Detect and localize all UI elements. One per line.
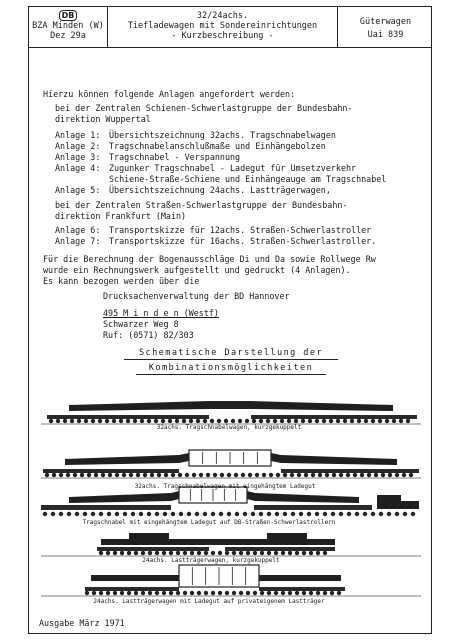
wagon-wheel <box>73 473 77 477</box>
caption-1: 32achs. Tragschnabelwagen, kurzgekuppelt <box>156 424 302 431</box>
wagon-bogie <box>85 587 179 591</box>
wagon-wheel <box>185 473 189 477</box>
wagon-wheel <box>183 551 187 555</box>
wagon-wheel <box>232 591 236 595</box>
wagon-wheel <box>162 551 166 555</box>
platform-support <box>267 533 307 539</box>
wagon-wheel <box>323 551 327 555</box>
wagon-wheel <box>203 419 207 423</box>
annex-text: Tragschnabel - Verspannung <box>109 152 241 162</box>
wagon-wheel <box>140 419 144 423</box>
wagon-wheel <box>275 512 279 516</box>
title-line-3: - Kurzbeschreibung - <box>171 31 274 41</box>
wagon-wheel <box>203 512 207 516</box>
wagon-wheel <box>196 419 200 423</box>
wagon-wheel <box>288 591 292 595</box>
wagon-wheel <box>206 473 210 477</box>
wagon-wheel <box>157 473 161 477</box>
wagon-wheel <box>315 512 319 516</box>
wagon-wheel <box>190 551 194 555</box>
wagon-wheel <box>51 512 55 516</box>
carrier-beam <box>69 491 179 503</box>
wagon-wheel <box>291 512 295 516</box>
wagon-wheel <box>163 512 167 516</box>
annex-text: Übersichtszeichnung 24achs. Lastträgerwagen, <box>109 185 331 195</box>
wagon-wheel <box>70 419 74 423</box>
group1-line2: direktion Wuppertal <box>55 114 151 124</box>
wagon-wheel <box>411 512 415 516</box>
wagon-wheel <box>161 419 165 423</box>
wagon-wheel <box>77 419 81 423</box>
wagon-wheel <box>267 512 271 516</box>
wagon-wheel <box>392 419 396 423</box>
wagon-wheel <box>395 512 399 516</box>
wagon-wheel <box>224 419 228 423</box>
annex-key: Anlage 3: <box>55 152 101 162</box>
wagon-wheel <box>150 473 154 477</box>
title-line-1: 32/24achs. <box>196 11 249 21</box>
wagon-wheel <box>108 473 112 477</box>
wagon-wheel <box>211 512 215 516</box>
annex-text: Übersichtszeichnung 32achs. Tragschnabelwagen <box>109 130 336 140</box>
org-line-1: BZA Minden (W) <box>32 21 104 31</box>
wagon-wheel <box>148 551 152 555</box>
wagon-wheel <box>171 512 175 516</box>
platform-support <box>129 533 169 539</box>
wagon-wheel <box>101 473 105 477</box>
wagon-wheel <box>385 419 389 423</box>
wagon-wheel <box>162 591 166 595</box>
diagram-title-line1: Schematische Darstellung der <box>138 348 324 358</box>
wagon-wheel <box>134 551 138 555</box>
wagon-wheel <box>357 419 361 423</box>
wagon-wheel <box>218 551 222 555</box>
wagon-wheel <box>280 419 284 423</box>
wagon-wheel <box>269 473 273 477</box>
wagon-wheel <box>227 473 231 477</box>
wagon-wheel <box>253 591 257 595</box>
wagon-wheel <box>87 473 91 477</box>
wagon-wheel <box>287 419 291 423</box>
wagon-wheel <box>339 473 343 477</box>
wagon-wheel <box>339 512 343 516</box>
wagon-wheel <box>59 473 63 477</box>
wagon-wheel <box>363 512 367 516</box>
carrier-beam <box>65 453 189 465</box>
wagon-wheel <box>402 473 406 477</box>
wagon-wheel <box>309 551 313 555</box>
wagon-wheel <box>91 419 95 423</box>
wagon-wheel <box>147 419 151 423</box>
wagon-wheel <box>299 512 303 516</box>
wagon-wheel <box>106 591 110 595</box>
tractor-cab <box>377 495 401 509</box>
wagon-wheel <box>245 419 249 423</box>
wagon-wheel <box>274 551 278 555</box>
wagon-wheel <box>322 419 326 423</box>
wagon-wheel <box>94 473 98 477</box>
wagon-wheel <box>129 473 133 477</box>
annex-key: Anlage 5: <box>55 185 101 195</box>
wagon-wheel <box>360 473 364 477</box>
annex-text: Tragschnabelanschlußmaße und Einhängebolzen <box>109 141 326 151</box>
wagon-wheel <box>136 473 140 477</box>
wagon-wheel <box>235 512 239 516</box>
wagon-wheel <box>113 551 117 555</box>
wagon-wheel <box>276 473 280 477</box>
annex-text: Schiene-Straße-Schiene und Einhängeauge am Tragschnabel <box>109 174 387 184</box>
wagon-wheel <box>330 591 334 595</box>
annex-text: Transportskizze für 16achs. Straßen-Schwerlastroller. <box>109 236 377 246</box>
wagon-code: Uai 839 <box>367 30 404 40</box>
wagon-wheel <box>92 591 96 595</box>
wagon-wheel <box>143 473 147 477</box>
wagon-wheel <box>331 512 335 516</box>
wagon-wheel <box>83 512 87 516</box>
issue-date: Ausgabe März 1971 <box>39 618 125 628</box>
wagon-wheel <box>127 591 131 595</box>
wagon-wheel <box>59 512 63 516</box>
wagon-wheel <box>210 419 214 423</box>
wagon-wheel <box>197 591 201 595</box>
wagon-wheel <box>329 419 333 423</box>
group2-line1: bei der Zentralen Straßen-Schwerlastgruppe der Bundesbahn- <box>55 200 348 210</box>
diagram-title-line2: Kombinationsmöglichkeiten <box>148 363 314 373</box>
wagon-wheel <box>175 419 179 423</box>
tractor-body <box>401 501 419 509</box>
wagon-wheel <box>133 419 137 423</box>
wagon-bogie <box>97 547 209 551</box>
wagon-wheel <box>141 551 145 555</box>
wagon-wheel <box>239 591 243 595</box>
wagon-wheel <box>147 512 151 516</box>
wagon-wheel <box>115 473 119 477</box>
wagon-wheel <box>395 473 399 477</box>
wagon-wheel <box>255 473 259 477</box>
wagon-wheel <box>155 551 159 555</box>
wagon-wheel <box>283 473 287 477</box>
wagon-wheel <box>213 473 217 477</box>
title-line-2: Tiefladewagen mit Sondereinrichtungen <box>127 21 318 31</box>
road-roller <box>41 505 171 510</box>
wagon-wheel <box>273 419 277 423</box>
org-line-2: Dez 29a <box>50 31 86 41</box>
wagon-wheel <box>266 419 270 423</box>
wagon-bogie <box>225 547 335 551</box>
wagon-wheel <box>154 419 158 423</box>
caption-4: 24achs. Lastträgerwagen, kurzgekuppelt <box>142 557 280 564</box>
wagon-wheel <box>253 551 257 555</box>
caption-2: 32achs. Tragschnabelwagen mit eingehängtem Ladegut <box>134 483 316 490</box>
wagon-wheel <box>176 591 180 595</box>
wagon-wheel <box>99 551 103 555</box>
category-label: Güterwagen <box>359 17 412 27</box>
wagon-bogie <box>251 415 417 419</box>
wagon-wheel <box>290 473 294 477</box>
wagon-wheel <box>283 512 287 516</box>
caption-3: Tragschnabel mit eingehängtem Ladegut auf DB-Straßen-Schwerlastrollern <box>82 519 336 526</box>
para-line3: Es kann bezogen werden über die <box>43 276 200 286</box>
wagon-wheel <box>84 419 88 423</box>
wagon-wheel <box>195 512 199 516</box>
wagon-wheel <box>115 512 119 516</box>
wagon-wheel <box>309 591 313 595</box>
wagon-wheel <box>85 591 89 595</box>
wagon-wheel <box>343 419 347 423</box>
wagon-wheel <box>218 591 222 595</box>
wagon-wheel <box>155 591 159 595</box>
wagon-wheel <box>190 591 194 595</box>
wagon-wheel <box>379 512 383 516</box>
wagon-wheel <box>179 512 183 516</box>
wagon-wheel <box>131 512 135 516</box>
wagon-wheel <box>274 591 278 595</box>
wagon-wheel <box>49 419 53 423</box>
annex-key: Anlage 7: <box>55 236 101 246</box>
wagon-wheel <box>323 512 327 516</box>
wagon-wheel <box>336 419 340 423</box>
wagon-wheel <box>355 512 359 516</box>
wagon-wheel <box>155 512 159 516</box>
wagon-wheel <box>288 551 292 555</box>
wagon-wheel <box>364 419 368 423</box>
wagon-wheel <box>246 551 250 555</box>
annex-key: Anlage 6: <box>55 225 101 235</box>
group2-line2: direktion Frankfurt (Main) <box>55 211 187 221</box>
wagon-wheel <box>239 551 243 555</box>
wagon-wheel <box>211 591 215 595</box>
wagon-wheel <box>105 419 109 423</box>
wagon-wheel <box>302 591 306 595</box>
carrier-beam <box>247 491 359 503</box>
annex-text: Zugunker Tragschnabel - Ladegut für Umsetzverkehr <box>109 163 357 173</box>
wagon-wheel <box>183 591 187 595</box>
wagon-wheel <box>189 419 193 423</box>
wagon-wheel <box>252 419 256 423</box>
wagon-wheel <box>204 551 208 555</box>
wagon-wheel <box>248 473 252 477</box>
wagon-wheel <box>388 473 392 477</box>
wagon-wheel <box>66 473 70 477</box>
wagon-wheel <box>302 551 306 555</box>
wagon-wheel <box>127 551 131 555</box>
wagon-wheel <box>75 512 79 516</box>
wagon-wheel <box>267 591 271 595</box>
wagon-wheel <box>259 419 263 423</box>
wagon-wheel <box>315 419 319 423</box>
wagon-wheel <box>45 473 49 477</box>
wagon-wheel <box>403 512 407 516</box>
wagon-wheel <box>107 512 111 516</box>
annex-text: Transportskizze für 12achs. Straßen-Schwerlastroller <box>109 225 372 235</box>
caption-5: 24achs. Lastträgerwagen mit Ladegut auf privateigenem Lastträger <box>93 598 325 605</box>
wagon-wheel <box>225 551 229 555</box>
wagon-wheel <box>260 591 264 595</box>
wagon-wheel <box>192 473 196 477</box>
wagon-wheel <box>148 591 152 595</box>
wagon-wheel <box>304 473 308 477</box>
wagon-wheel <box>225 591 229 595</box>
wagon-wheel <box>353 473 357 477</box>
wagon-wheel <box>234 473 238 477</box>
wagon-wheel <box>371 512 375 516</box>
wagon-wheel <box>347 512 351 516</box>
address-line2: 495 M i n d e n (Westf) <box>103 308 219 318</box>
wagon-wheel <box>406 419 410 423</box>
wagon-wheel <box>259 512 263 516</box>
wagon-wheel <box>318 473 322 477</box>
wagon-wheel <box>371 419 375 423</box>
wagon-wheel <box>295 551 299 555</box>
wagon-wheel <box>308 419 312 423</box>
wagon-wheel <box>220 473 224 477</box>
wagon-wheel <box>122 473 126 477</box>
wagon-wheel <box>119 419 123 423</box>
wagon-wheel <box>387 512 391 516</box>
wagon-wheel <box>246 591 250 595</box>
wagon-wheel <box>227 512 231 516</box>
road-roller <box>254 505 372 510</box>
wagon-wheel <box>238 419 242 423</box>
wagon-bogie <box>281 469 419 473</box>
wagon-wheel <box>126 419 130 423</box>
wagon-wheel <box>182 419 186 423</box>
wagon-wheel <box>178 473 182 477</box>
db-logo: DB <box>59 10 78 21</box>
wagon-wheel <box>139 512 143 516</box>
wagon-wheel <box>307 512 311 516</box>
wagon-wheel <box>399 419 403 423</box>
wagon-wheel <box>98 419 102 423</box>
wagon-wheel <box>409 473 413 477</box>
wagon-wheel <box>219 512 223 516</box>
wagon-wheel <box>63 419 67 423</box>
wagon-wheel <box>316 591 320 595</box>
para-line1: Für die Berechnung der Bogenausschläge Di und Da sowie Rollwege Rw <box>43 254 376 264</box>
annex-key: Anlage 4: <box>55 163 101 173</box>
wagon-wheel <box>311 473 315 477</box>
wagon-wheel <box>169 551 173 555</box>
wagon-wheel <box>332 473 336 477</box>
wagon-wheel <box>67 512 71 516</box>
wagon-wheel <box>367 473 371 477</box>
wagon-bogie <box>43 469 179 473</box>
wagon-wheel <box>169 591 173 595</box>
para-line2: wurde ein Rechnungswerk aufgestellt und gedruckt (4 Anlagen). <box>43 265 351 275</box>
wagon-wheel <box>260 551 264 555</box>
address-line1: Drucksachenverwaltung der BD Hannover <box>103 291 290 301</box>
wagon-wheel <box>99 591 103 595</box>
wagon-bogie <box>259 587 345 591</box>
wagon-wheel <box>297 473 301 477</box>
address-line3: Schwarzer Weg 8 <box>103 319 179 329</box>
wagon-bogie <box>47 415 209 419</box>
wagon-wheel <box>199 473 203 477</box>
combination-diagram <box>29 7 433 635</box>
wagon-wheel <box>267 551 271 555</box>
wagon-wheel <box>232 551 236 555</box>
document-page <box>28 6 432 634</box>
address-line4: Ruf: (0571) 82/303 <box>103 330 194 340</box>
wagon-wheel <box>52 473 56 477</box>
wagon-wheel <box>374 473 378 477</box>
annex-key: Anlage 1: <box>55 130 101 140</box>
wagon-wheel <box>281 591 285 595</box>
wagon-wheel <box>204 591 208 595</box>
wagon-wheel <box>197 551 201 555</box>
wagon-wheel <box>337 591 341 595</box>
wagon-wheel <box>120 591 124 595</box>
wagon-wheel <box>243 512 247 516</box>
group1-line1: bei der Zentralen Schienen-Schwerlastgruppe der Bundesbahn- <box>55 103 353 113</box>
carrier-beam <box>271 453 397 465</box>
wagon-wheel <box>346 473 350 477</box>
wagon-wheel <box>187 512 191 516</box>
wagon-wheel <box>120 551 124 555</box>
wagon-wheel <box>164 473 168 477</box>
wagon-wheel <box>251 512 255 516</box>
wagon-wheel <box>211 551 215 555</box>
wagon-wheel <box>106 551 110 555</box>
wagon-wheel <box>99 512 103 516</box>
wagon-wheel <box>56 419 60 423</box>
wagon-wheel <box>316 551 320 555</box>
wagon-wheel <box>262 473 266 477</box>
wagon-wheel <box>91 512 95 516</box>
wagon-wheel <box>350 419 354 423</box>
wagon-wheel <box>176 551 180 555</box>
wagon-wheel <box>323 591 327 595</box>
wagon-wheel <box>171 473 175 477</box>
wagon-wheel <box>217 419 221 423</box>
wagon-wheel <box>301 419 305 423</box>
wagon-wheel <box>241 473 245 477</box>
wagon-wheel <box>168 419 172 423</box>
wagon-wheel <box>281 551 285 555</box>
wagon-wheel <box>294 419 298 423</box>
wagon-wheel <box>231 419 235 423</box>
wagon-wheel <box>381 473 385 477</box>
wagon-wheel <box>378 419 382 423</box>
load-platform <box>101 539 335 545</box>
wagon-wheel <box>123 512 127 516</box>
wagon-wheel <box>43 512 47 516</box>
intro-text: Hierzu können folgende Anlagen angefordert werden: <box>43 89 296 99</box>
wagon-wheel <box>325 473 329 477</box>
wagon-wheel <box>113 591 117 595</box>
wagon-wheel <box>141 591 145 595</box>
wagon-wheel <box>80 473 84 477</box>
wagon-wheel <box>112 419 116 423</box>
carrier-beam <box>69 401 393 411</box>
wagon-wheel <box>295 591 299 595</box>
wagon-wheel <box>134 591 138 595</box>
annex-key: Anlage 2: <box>55 141 101 151</box>
